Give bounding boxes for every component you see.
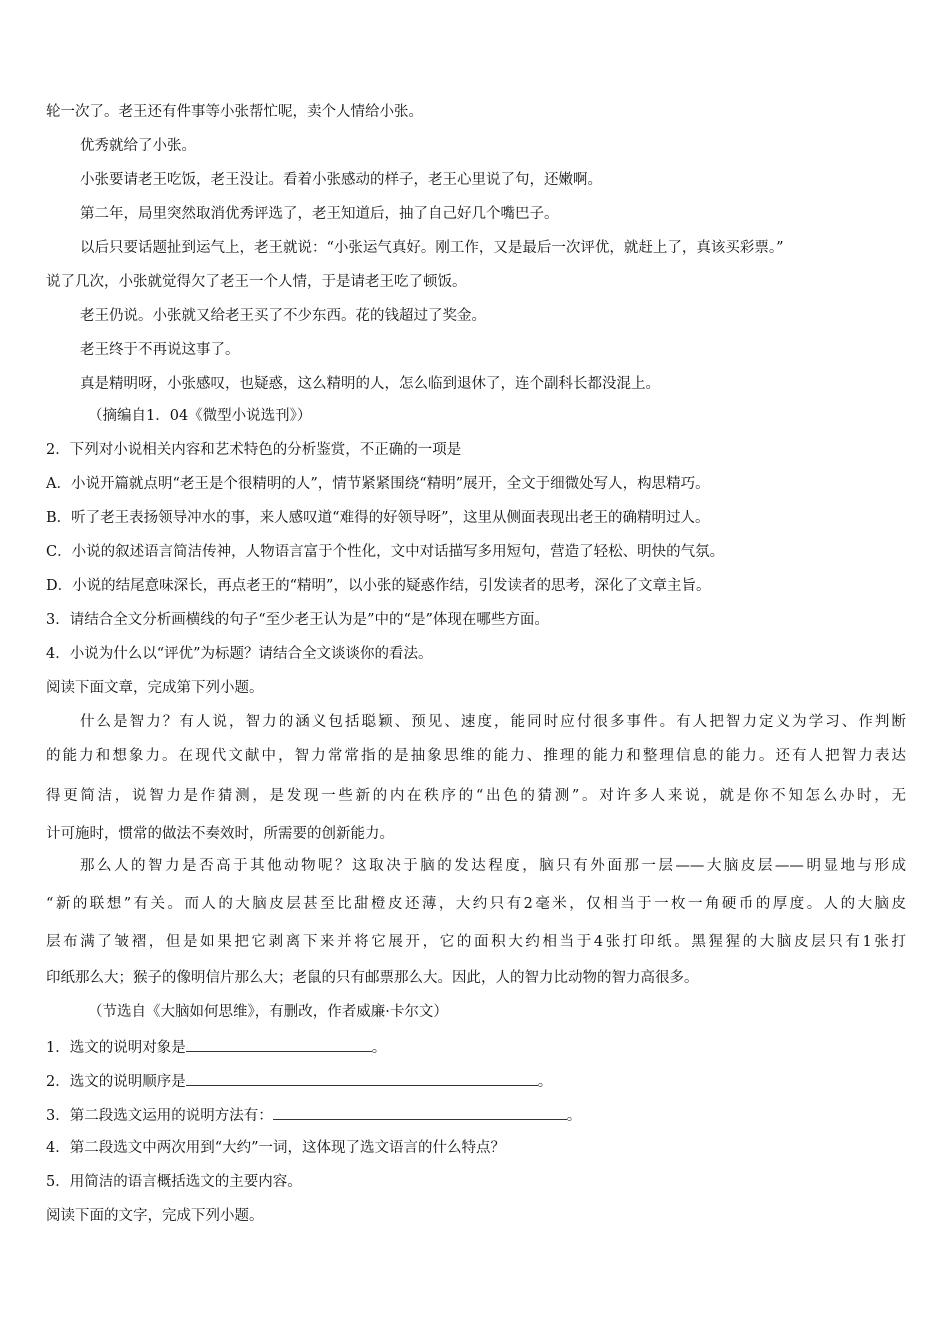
story-line: 小张要请老王吃饭，老王没让。看着小张感动的样子，老王心里说了句，还嫩啊。 — [80, 172, 602, 188]
question-end: 。 — [371, 1040, 387, 1056]
fill-question-2 — [46, 1070, 906, 1092]
question-text: 3．第二段选文运用的说明方法有： — [46, 1108, 273, 1124]
option-c: C．小说的叙述语言简洁传神，人物语言富于个性化，文中对话描写多用短句，营造了轻松、明快的气氛。 — [46, 544, 725, 560]
reading-intro-3: 阅读下面的文字，完成下列小题。 — [46, 1208, 264, 1224]
story-line: 老王仍说。小张就又给老王买了不少东西。花的钱超过了奖金。 — [80, 308, 486, 324]
answer-blank[interactable] — [186, 1036, 372, 1052]
passage-source: （节选自《大脑如何思维》，有删改，作者威廉·卡尔文） — [88, 1004, 448, 1020]
passage-line: 的能力和想象力。在现代文献中，智力常常指的是抽象思维的能力、推理的能力和整理信息的能力。还有人把智力表达 — [46, 748, 906, 764]
option-b: B．听了老王表扬领导冲水的事，来人感叹道“难得的好领导呀”，这里从侧面表现出老王的确精明过人。 — [46, 510, 710, 526]
question-5b: 5．用简洁的语言概括选文的主要内容。 — [46, 1174, 302, 1190]
story-line: 优秀就给了小张。 — [80, 138, 196, 154]
story-source: （摘编自1．04《微型小说选刊》） — [88, 408, 312, 424]
option-a: A．小说开篇就点明“老王是个很精明的人”，情节紧紧围绕“精明”展开，全文于细微处写人，构思精巧。 — [46, 476, 710, 492]
story-line: 说了几次，小张就觉得欠了老王一个人情，于是请老王吃了顿饭。 — [46, 274, 467, 290]
question-text: 2．选文的说明顺序是 — [46, 1074, 186, 1090]
fill-question-1 — [46, 1036, 906, 1058]
question-3: 3．请结合全文分析画横线的句子“至少老王认为是”中的“是”体现在哪些方面。 — [46, 612, 549, 628]
option-d: D．小说的结尾意味深长，再点老王的“精明”，以小张的疑惑作结，引发读者的思考，深化了文章主旨。 — [46, 578, 711, 594]
question-4b: 4．第二段选文中两次用到“大约”一词，这体现了选文语言的什么特点？ — [46, 1140, 506, 1156]
passage-line: 那么人的智力是否高于其他动物呢？这取决于脑的发达程度，脑只有外面那一层——大脑皮层——明显地与形成 — [80, 858, 906, 874]
question-end: 。 — [537, 1074, 553, 1090]
passage-line: 得更简洁，说智力是作猜测，是发现一些新的内在秩序的“出色的猜测”。对许多人来说，就是你不知怎么办时，无 — [46, 788, 906, 804]
answer-blank[interactable] — [273, 1104, 567, 1120]
story-line: 以后只要话题扯到运气上，老王就说：“小张运气真好。刚工作，又是最后一次评优，就赶上了，真该买彩票。” — [80, 240, 784, 256]
story-line: 轮一次了。老王还有件事等小张帮忙呢，卖个人情给小张。 — [46, 104, 423, 120]
passage-line: “新的联想”有关。而人的大脑皮层甚至比甜橙皮还薄，大约只有2毫米，仅相当于一枚一角硬币的厚度。人的大脑皮 — [46, 896, 906, 912]
story-line: 第二年，局里突然取消优秀评选了，老王知道后，抽了自己好几个嘴巴子。 — [80, 206, 559, 222]
question-end: 。 — [566, 1108, 582, 1124]
passage-line: 计可施时，惯常的做法不奏效时，所需要的创新能力。 — [46, 826, 394, 842]
passage-line: 层布满了皱褶，但是如果把它剥离下来并将它展开，它的面积大约相当于4张打印纸。黑猩猩的大脑皮层只有1张打 — [46, 934, 906, 950]
answer-blank[interactable] — [186, 1070, 538, 1086]
reading-intro: 阅读下面文章，完成第下列小题。 — [46, 680, 264, 696]
fill-question-3 — [46, 1104, 906, 1126]
question-text: 1．选文的说明对象是 — [46, 1040, 186, 1056]
question-2: 2．下列对小说相关内容和艺术特色的分析鉴赏，不正确的一项是 — [46, 442, 462, 458]
question-4: 4．小说为什么以“评优”为标题？请结合全文谈谈你的看法。 — [46, 646, 433, 662]
passage-line: 什么是智力？有人说，智力的涵义包括聪颖、预见、速度，能同时应付很多事件。有人把智力定义为学习、作判断 — [80, 714, 906, 730]
story-line: 老王终于不再说这事了。 — [80, 342, 240, 358]
passage-line: 印纸那么大；猴子的像明信片那么大；老鼠的只有邮票那么大。因此，人的智力比动物的智力高很多。 — [46, 970, 699, 986]
story-line: 真是精明呀，小张感叹，也疑惑，这么精明的人，怎么临到退休了，连个副科长都没混上。 — [80, 376, 660, 392]
